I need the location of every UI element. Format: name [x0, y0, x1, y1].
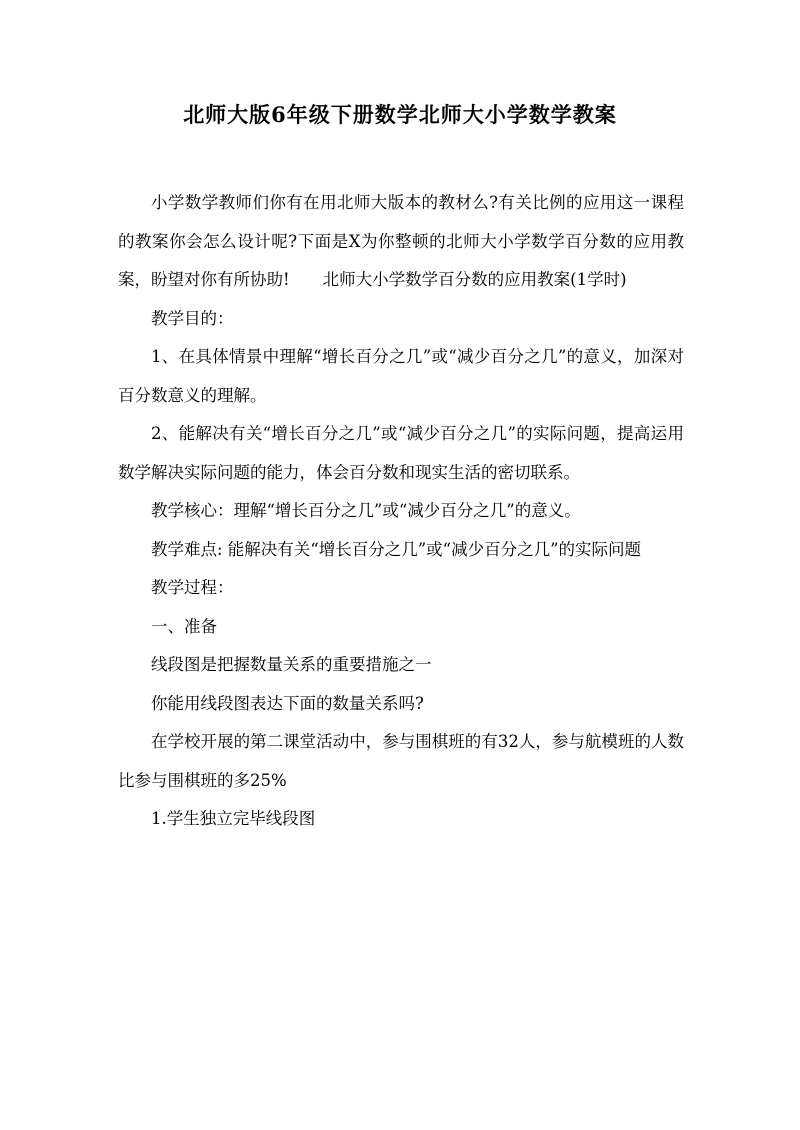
body-paragraph: 你能用线段图表达下面的数量关系吗? [151, 693, 424, 713]
goal-item-2: 2、能解决有关“增长百分之几”或“减少百分之几”的实际问题，提高运用数学解决实际问题的能力，体会百分数和现实生活的密切联系。 [118, 424, 684, 482]
section-heading-process: 教学过程： [151, 578, 234, 597]
example-problem: 在学校开展的第二课堂活动中，参与围棋班的有32人，参与航模班的人数比参与围棋班的多25% [118, 732, 684, 790]
document-body [118, 184, 684, 839]
section-heading-goals: 教学目的： [151, 308, 234, 328]
subsection-prepare: 一、准备 [151, 616, 217, 636]
teaching-difficulty: 教学难点: 能解决有关“增长百分之几”或“减少百分之几”的实际问题 [151, 539, 642, 559]
teaching-focus: 教学核心：理解“增长百分之几”或“减少百分之几”的意义。 [151, 501, 581, 520]
step-item-1: 1.学生独立完毕线段图 [151, 809, 316, 828]
body-paragraph: 线段图是把握数量关系的重要措施之一 [151, 655, 432, 674]
goal-item-1: 1、在具体情景中理解“增长百分之几”或“减少百分之几”的意义，加深对百分数意义的理解。 [118, 347, 684, 405]
intro-paragraph: 小学数学教师们你有在用北师大版本的教材么?有关比例的应用这一课程的教案你会怎么设计呢?下面是X为你整顿的北师大小学数学百分数的应用教案，盼望对你有所协助! 北师大小学数学百分数的应用教案(1学时) [118, 193, 684, 289]
page-title: 北师大版6年级下册数学北师大小学数学教案 [183, 102, 617, 127]
